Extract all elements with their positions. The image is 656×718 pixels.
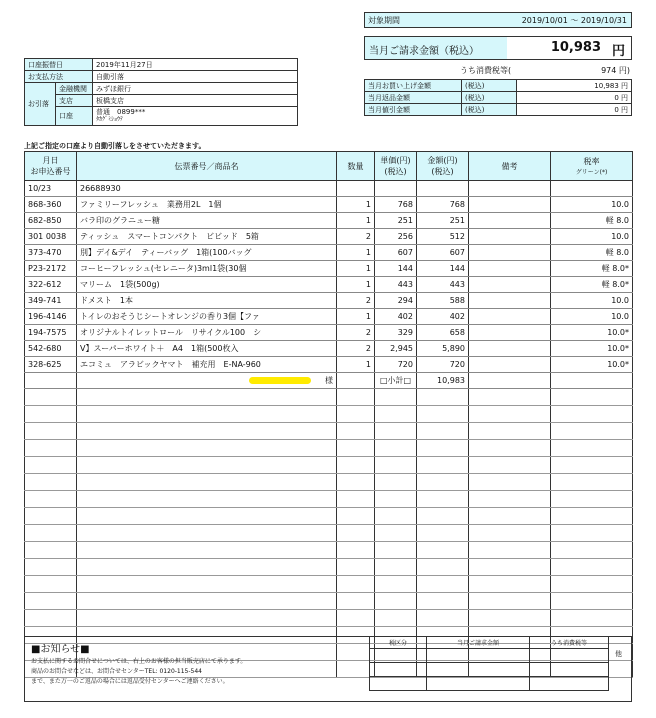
footer-side-label: 他 xyxy=(615,650,622,658)
header-item: 伝票番号／商品名 xyxy=(77,152,337,181)
payment-debit-label: お引落 xyxy=(25,83,56,126)
tax-value: 974 円) xyxy=(601,66,630,75)
item-qty: 1 xyxy=(337,197,375,213)
order-number: 26688930 xyxy=(77,181,337,197)
item-qty: 1 xyxy=(337,261,375,277)
table-row xyxy=(25,277,633,293)
item-unit: 402 xyxy=(375,309,417,325)
debit-notice: 上記ご指定の口座より自動引落しをさせていただきます。 xyxy=(24,142,206,150)
footer-col-tax-class: 税区分 xyxy=(370,637,427,649)
item-unit: 251 xyxy=(375,213,417,229)
billing-unit: 円 xyxy=(611,44,625,59)
item-amount: 512 xyxy=(417,229,469,245)
table-row xyxy=(25,309,633,325)
header-unit-price: 単価(円) xyxy=(380,156,411,165)
summary-label: 当月値引金額 xyxy=(365,104,462,116)
billing-label: 当月ご請求金額（税込） xyxy=(369,46,479,57)
highlight-mark xyxy=(249,377,311,384)
item-rate: 10.0 xyxy=(551,229,633,245)
item-code: 682-850 xyxy=(25,213,77,229)
table-row xyxy=(25,357,633,373)
header-green: グリーン(*) xyxy=(575,169,608,176)
footer-title: ■お知らせ■ xyxy=(31,644,90,655)
item-qty: 2 xyxy=(337,341,375,357)
item-unit: 768 xyxy=(375,197,417,213)
item-code: 328-625 xyxy=(25,357,77,373)
item-unit: 607 xyxy=(375,245,417,261)
item-code: 373-470 xyxy=(25,245,77,261)
payment-branch-value: 板橋支店 xyxy=(93,95,298,107)
payment-table xyxy=(24,58,298,126)
item-code: 196-4146 xyxy=(25,309,77,325)
item-name: コーヒーフレッシュ(セレニータ)3ml1袋(30個 xyxy=(77,261,337,277)
payment-bank-label: 金融機関 xyxy=(56,83,93,95)
customer-sama: 様 xyxy=(325,376,333,385)
payment-method-value: 自動引落 xyxy=(93,71,298,83)
item-name: バラ印のグラニュー糖 xyxy=(77,213,337,229)
item-qty: 1 xyxy=(337,277,375,293)
item-qty: 1 xyxy=(337,245,375,261)
payment-account-label: 口座 xyxy=(56,107,93,126)
summary-row xyxy=(365,104,632,116)
footer-col-billing: 当月ご請求金額 xyxy=(427,637,530,649)
header-unit-tax: (税込) xyxy=(384,167,407,176)
item-rate: 10.0* xyxy=(551,357,633,373)
item-qty: 2 xyxy=(337,293,375,309)
item-rate: 10.0* xyxy=(551,341,633,357)
summary-value: 0 円 xyxy=(517,104,632,116)
summary-tax: (税込) xyxy=(462,92,517,104)
header-amount: 金額(円) xyxy=(427,156,458,165)
item-amount: 5,890 xyxy=(417,341,469,357)
item-name: ドメスト 1本 xyxy=(77,293,337,309)
item-qty: 1 xyxy=(337,213,375,229)
order-row xyxy=(25,181,633,197)
table-row xyxy=(25,325,633,341)
billing-box xyxy=(364,36,632,60)
item-code: 868-360 xyxy=(25,197,77,213)
table-row xyxy=(25,213,633,229)
items-header-row xyxy=(25,152,633,181)
item-rate: 軽 8.0* xyxy=(551,277,633,293)
item-amount: 251 xyxy=(417,213,469,229)
item-code: P23-2172 xyxy=(25,261,77,277)
footer-line-1: お支払に関するお問合せについては、右上のお客様の担当販売店にて承ります。 xyxy=(31,658,247,665)
item-amount: 658 xyxy=(417,325,469,341)
item-amount: 607 xyxy=(417,245,469,261)
table-row xyxy=(25,341,633,357)
tax-label: うち消費税等( xyxy=(460,66,512,75)
item-code: 194-7575 xyxy=(25,325,77,341)
item-unit: 294 xyxy=(375,293,417,309)
subtotal-label: □小計□ xyxy=(375,373,417,389)
item-amount: 402 xyxy=(417,309,469,325)
item-rate: 軽 8.0* xyxy=(551,261,633,277)
item-rate: 10.0 xyxy=(551,293,633,309)
summary-row xyxy=(365,92,632,104)
header-order-no: お申込番号 xyxy=(30,167,71,176)
summary-row xyxy=(365,80,632,92)
table-row xyxy=(25,293,633,309)
header-note: 備考 xyxy=(469,152,551,181)
item-code: 542-680 xyxy=(25,341,77,357)
header-qty: 数量 xyxy=(337,152,375,181)
table-row xyxy=(25,197,633,213)
header-date: 月日 xyxy=(42,156,59,165)
item-rate: 10.0* xyxy=(551,325,633,341)
table-row xyxy=(25,261,633,277)
period-value: 2019/10/01 ～ 2019/10/31 xyxy=(521,16,627,25)
payment-bank-value: みずほ銀行 xyxy=(93,83,298,95)
item-qty: 1 xyxy=(337,309,375,325)
item-name: 別】デイ&デイ ティーバッグ 1箱(100バッグ xyxy=(77,245,337,261)
footer-box xyxy=(24,636,632,702)
item-code: 322-612 xyxy=(25,277,77,293)
payment-date-label: 口座振替日 xyxy=(25,59,93,71)
item-rate: 10.0 xyxy=(551,309,633,325)
item-unit: 256 xyxy=(375,229,417,245)
item-amount: 144 xyxy=(417,261,469,277)
item-rate: 10.0 xyxy=(551,197,633,213)
item-unit: 443 xyxy=(375,277,417,293)
summary-label: 当月返品金額 xyxy=(365,92,462,104)
item-unit: 2,945 xyxy=(375,341,417,357)
footer-table xyxy=(369,636,609,691)
subtotal-row xyxy=(25,373,633,389)
item-name: ティッシュ スマートコンパクト ビビッド 5箱 xyxy=(77,229,337,245)
summary-value: 0 円 xyxy=(517,92,632,104)
header-amount-tax: (税込) xyxy=(431,167,454,176)
payment-method-label: お支払方法 xyxy=(25,71,93,83)
item-unit: 144 xyxy=(375,261,417,277)
item-amount: 720 xyxy=(417,357,469,373)
footer-line-2: 商品のお問合せなどは、お問合せセンターTEL: 0120-115-544 xyxy=(31,668,202,675)
item-unit: 720 xyxy=(375,357,417,373)
summary-value: 10,983 円 xyxy=(517,80,632,92)
summary-table xyxy=(364,79,632,116)
subtotal-value: 10,983 xyxy=(417,373,469,389)
item-rate: 軽 8.0 xyxy=(551,245,633,261)
summary-label: 当月お買い上げ金額 xyxy=(365,80,462,92)
footer-col-tax: うち消費税等 xyxy=(530,637,609,649)
payment-date-value: 2019年11月27日 xyxy=(93,59,298,71)
header-tax-rate: 税率 xyxy=(583,157,600,166)
item-rate: 軽 8.0 xyxy=(551,213,633,229)
order-date: 10/23 xyxy=(25,181,77,197)
item-amount: 768 xyxy=(417,197,469,213)
payment-account-holder: ﾀｶｸﾞﾐｼｮｳﾃ xyxy=(96,116,124,123)
table-row xyxy=(25,229,633,245)
item-qty: 2 xyxy=(337,229,375,245)
period-box xyxy=(364,12,632,28)
payment-branch-label: 支店 xyxy=(56,95,93,107)
summary-tax: (税込) xyxy=(462,104,517,116)
item-name: トイレのおそうじシートオレンジの香り3個【ファ xyxy=(77,309,337,325)
summary-tax: (税込) xyxy=(462,80,517,92)
item-name: マリーム 1袋(500g) xyxy=(77,277,337,293)
footer-line-3: まで、また万一のご返品の場合には返品受付センターへご連絡ください。 xyxy=(31,678,229,685)
billing-amount: 10,983 xyxy=(550,40,601,55)
table-row xyxy=(25,245,633,261)
item-code: 301 0038 xyxy=(25,229,77,245)
payment-account-value: 普通 0899*** xyxy=(96,108,146,116)
item-amount: 588 xyxy=(417,293,469,309)
item-code: 349-741 xyxy=(25,293,77,309)
item-name: ファミリーフレッシュ 業務用2L 1個 xyxy=(77,197,337,213)
item-qty: 1 xyxy=(337,357,375,373)
item-name: V】スーパーホワイト＋ A4 1箱(500枚入 xyxy=(77,341,337,357)
period-label: 対象期間 xyxy=(368,16,400,25)
item-name: オリジナルトイレットロール リサイクル100 シ xyxy=(77,325,337,341)
item-qty: 2 xyxy=(337,325,375,341)
item-name: エコミュ アラビックヤマト 補充用 E-NA-960 xyxy=(77,357,337,373)
items-table xyxy=(24,151,633,678)
item-amount: 443 xyxy=(417,277,469,293)
item-unit: 329 xyxy=(375,325,417,341)
